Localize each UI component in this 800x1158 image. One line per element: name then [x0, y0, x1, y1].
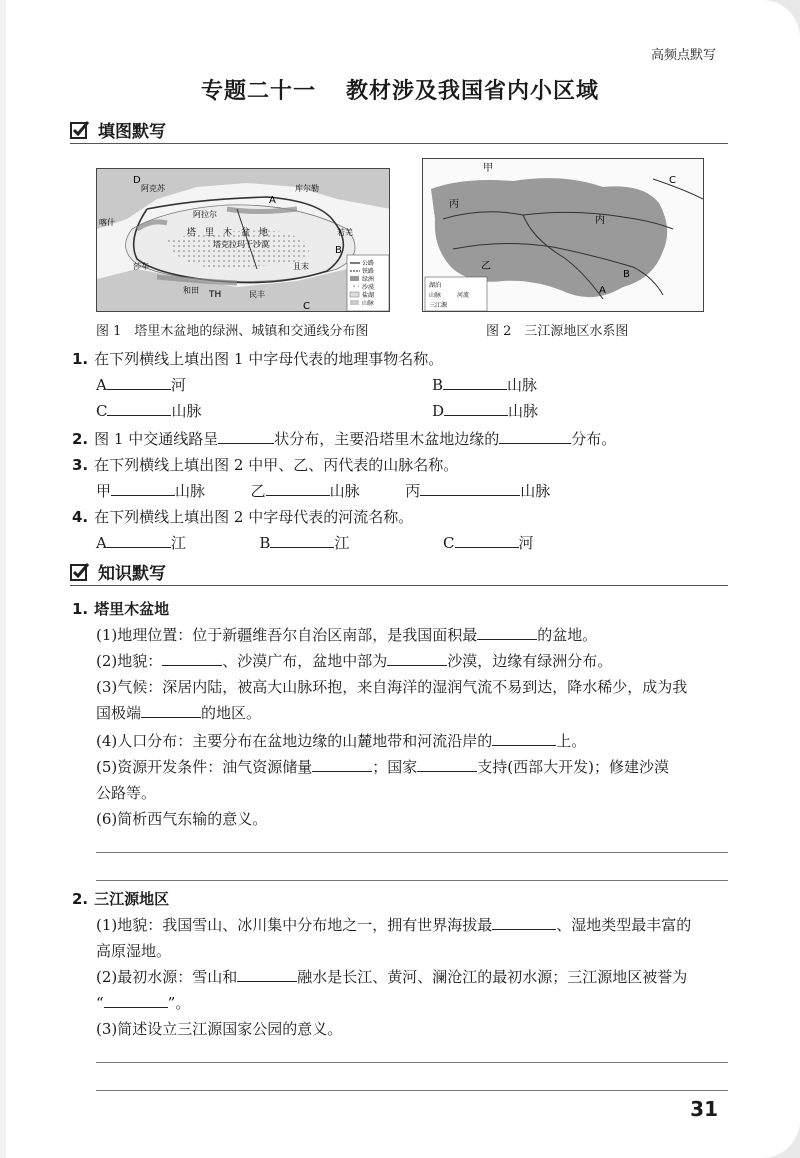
legend-mountain: 山脉	[362, 300, 375, 307]
question-4: 4. 在下列横线上填出图 2 中字母代表的河流名称。	[72, 508, 414, 526]
title-part2: 教材涉及我国省内小区域	[346, 79, 600, 104]
blank-B-mountain[interactable]	[443, 376, 507, 390]
q4-answers: A 江 B 江 C 河	[96, 534, 534, 552]
answer-line[interactable]	[96, 1062, 728, 1063]
page-title	[0, 74, 800, 105]
section-label: 填图默写	[98, 122, 166, 142]
tarim-gas-question: (6)简析西气东输的意义。	[96, 810, 268, 828]
part-1-heading: 1. 塔里木盆地	[72, 600, 170, 618]
tarim-population: (4)人口分布：主要分布在盆地边缘的山麓地带和河流沿岸的 上。	[96, 732, 587, 750]
blank-transport-location[interactable]	[499, 430, 571, 444]
checkbox-checked-icon	[70, 562, 90, 582]
fig1-label-B: B	[335, 245, 342, 256]
fig2-label-B: B	[623, 269, 630, 280]
tarim-location: (1)地理位置：位于新疆维吾尔自治区南部，是我国面积最 的盆地。	[96, 626, 598, 644]
blank-reserves[interactable]	[312, 758, 372, 772]
section-label: 知识默写	[98, 564, 166, 584]
blank-A-river[interactable]	[107, 376, 171, 390]
q1-answer-C: C 山脉	[96, 402, 202, 420]
fig1-label-TH: TH	[209, 290, 222, 300]
legend-region: 三江源	[429, 302, 448, 309]
figure-1-caption: 图 1 塔里木盆地的绿洲、城镇和交通线分布图	[96, 324, 369, 339]
checkbox-checked-icon	[70, 120, 90, 140]
legend-lake: 湖泊	[429, 282, 442, 289]
city-akesu: 阿克苏	[141, 184, 165, 193]
tarim-resources-line2: 公路等。	[96, 784, 157, 802]
blank-area-superlative[interactable]	[477, 626, 537, 640]
tarim-climate-line1: (3)气候：深居内陆，被高大山脉环抱，来自海洋的湿润气流不易到达，降水稀少，成为我	[96, 678, 688, 696]
basin-label: 塔 里 木 盆 地	[187, 228, 269, 238]
city-minfeng: 民丰	[249, 290, 265, 299]
fig2-label-yi: 乙	[481, 261, 491, 272]
fig2-label-jia: 甲	[483, 163, 493, 174]
blank-C-mountain[interactable]	[107, 402, 171, 416]
fig2-label-bing: 丙	[449, 199, 459, 210]
blank-D-mountain[interactable]	[444, 402, 508, 416]
fig2-label-nei: 内	[595, 215, 605, 226]
section-head-fill-map	[70, 116, 728, 144]
page-number: 31	[690, 1097, 718, 1121]
sanjiangyuan-map-graphic	[423, 159, 704, 312]
answer-line[interactable]	[96, 1090, 728, 1091]
question-3: 3. 在下列横线上填出图 2 中甲、乙、丙代表的山脉名称。	[72, 456, 459, 474]
sjy-water-line2: “ ”。	[96, 994, 191, 1012]
city-kuerle: 库尔勒	[295, 184, 319, 193]
tarim-map-graphic	[97, 169, 390, 312]
city-shache: 莎车	[133, 262, 149, 271]
legend-road: 公路	[362, 260, 375, 267]
answer-line[interactable]	[96, 852, 728, 853]
blank-A-river-2[interactable]	[107, 534, 171, 548]
question-2: 2. 图 1 中交通线路呈 状分布，主要沿塔里木盆地边缘的 分布。	[72, 430, 617, 448]
blank-desert-type[interactable]	[387, 652, 447, 666]
legend-river: 河流	[457, 292, 470, 299]
q3-answers: 甲 山脉 乙 山脉 丙 山脉	[96, 482, 551, 500]
fig2-label-C: C	[669, 175, 676, 186]
question-1: 1. 在下列横线上填出图 1 中字母代表的地理事物名称。	[72, 350, 444, 368]
fig2-label-A: A	[599, 285, 606, 296]
blank-population-location[interactable]	[492, 732, 556, 746]
q1-answer-A: A 河	[96, 376, 186, 394]
sjy-landform-line1: (1)地貌：我国雪山、冰川集中分布地之一，拥有世界海拔最 、湿地类型最丰富的	[96, 916, 692, 934]
q1-answer-D: D 山脉	[432, 402, 539, 420]
tarim-landform: (2)地貌： 、沙漠广布，盆地中部为 沙漠，边缘有绿洲分布。	[96, 652, 613, 670]
blank-jia-mountain[interactable]	[111, 482, 175, 496]
city-alaer: 阿拉尔	[193, 210, 217, 219]
blank-yi-mountain[interactable]	[266, 482, 330, 496]
blank-meltwater-source[interactable]	[237, 968, 297, 982]
tarim-resources-line1: (5)资源开发条件：油气资源储量 ；国家 支持(西部大开发)；修建沙漠	[96, 758, 669, 776]
city-qiemo: 且末	[293, 262, 309, 271]
blank-transport-shape[interactable]	[218, 430, 274, 444]
legend-saltlake: 盐湖	[362, 292, 375, 299]
figure-2-caption: 图 2 三江源地区水系图	[486, 324, 629, 339]
fig1-label-C: C	[303, 301, 310, 312]
legend-mountain: 山脉	[429, 292, 442, 299]
desert-label: 塔克拉玛干沙漠	[213, 240, 269, 249]
part-2-heading: 2. 三江源地区	[72, 890, 170, 908]
city-ruoqiang: 若羌	[337, 228, 353, 237]
page-edge	[0, 0, 6, 1158]
fig1-label-D: D	[133, 175, 141, 186]
tarim-climate-line2: 国极端 的地区。	[96, 704, 262, 722]
sjy-water-line1: (2)最初水源：雪山和 融水是长江、黄河、澜沧江的最初水源；三江源地区被誉为	[96, 968, 688, 986]
blank-climate-extreme[interactable]	[141, 704, 201, 718]
figure-1-tarim-map	[96, 168, 390, 312]
blank-C-river-2[interactable]	[455, 534, 519, 548]
blank-nickname[interactable]	[104, 994, 168, 1008]
header-tag: 高频点默写	[650, 48, 716, 63]
title-part1: 专题二十一	[200, 79, 316, 104]
sjy-landform-line2: 高原湿地。	[96, 942, 172, 960]
figure-2-sanjiangyuan-map	[422, 158, 704, 312]
city-kashi: 喀什	[99, 218, 115, 227]
answer-line[interactable]	[96, 880, 728, 881]
blank-B-river-2[interactable]	[270, 534, 334, 548]
blank-altitude[interactable]	[492, 916, 556, 930]
city-hetian: 和田	[183, 286, 199, 295]
section-head-knowledge	[70, 558, 728, 586]
sjy-park-question: (3)简述设立三江源国家公园的意义。	[96, 1020, 343, 1038]
blank-landform[interactable]	[162, 652, 222, 666]
blank-bing-mountain[interactable]	[420, 482, 520, 496]
legend-rail: 铁路	[362, 268, 375, 275]
legend-desert: 沙漠	[362, 284, 375, 291]
blank-policy[interactable]	[417, 758, 477, 772]
legend-oasis: 绿洲	[362, 276, 375, 283]
q1-answer-B: B 山脉	[432, 376, 538, 394]
fig1-label-A: A	[269, 195, 276, 206]
